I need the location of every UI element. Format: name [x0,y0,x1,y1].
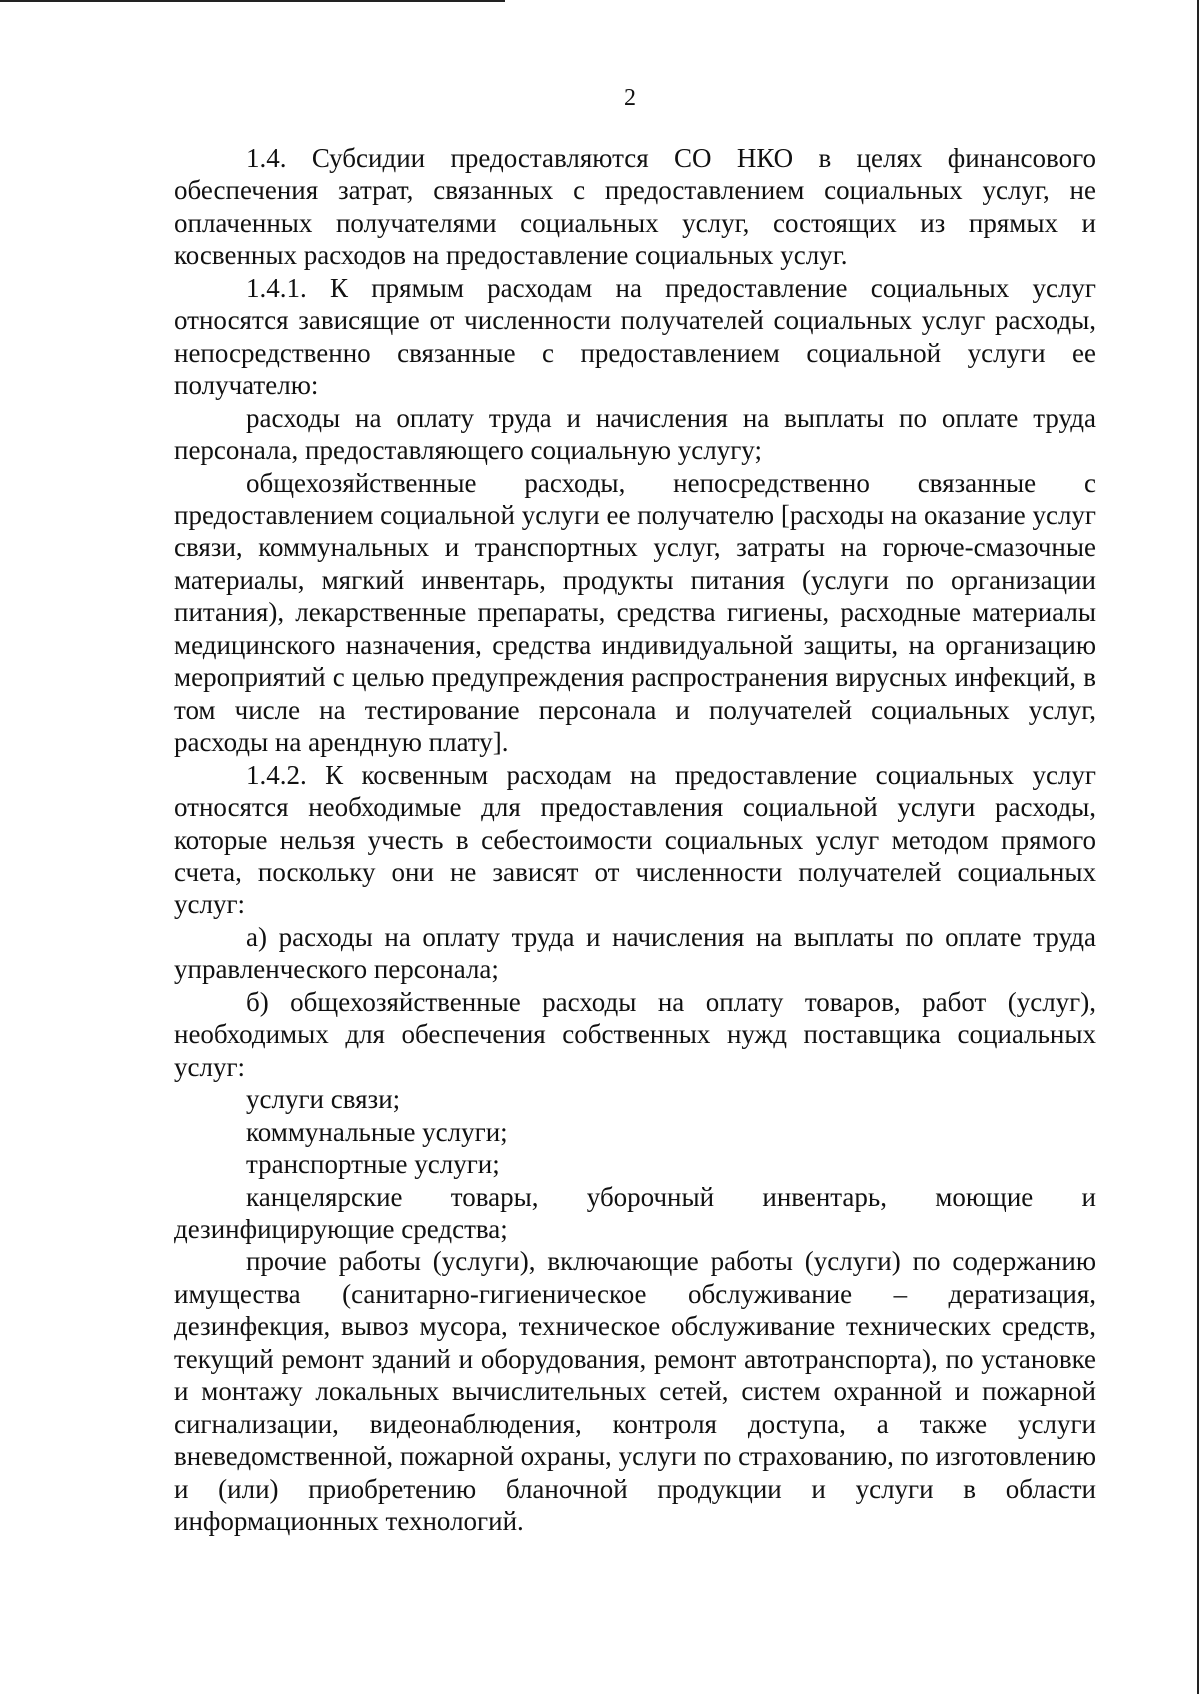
page-number: 2 [624,85,636,111]
document-body [174,142,1096,1537]
paragraph-1-4: 1.4. Субсидии предоставляются СО НКО в целях финансового обеспечения затрат, связанных с предоставлением социальных услуг, не оплаченных получателями социальных услуг, состоящих из прямых и косвенных расходов на предоставление социальных услуг. [174,143,1096,271]
paragraph-1-4-1: 1.4.1. К прямым расходам на предоставление социальных услуг относятся зависящие от численности получателей социальных услуг расходы, непосредственно связанные с предоставлением социальной услуги ее получателю: [174,272,1096,401]
paragraph-general-expenses: общехозяйственные расходы, непосредственно связанные с предоставлением социальной услуги ее получателю [расходы на оказание услуг связи, коммунальных и транспортных услуг, затраты на горюче-смазочные материалы, мягкий инвентарь, продукты питания (услуги по организации питания), лекарственные препараты, средства гигиены, расходные материалы медицинского назначения, средства индивидуальной защиты, на организацию мероприятий с целью предупреждения распространения вирусных инфекций, в том числе на тестирование персонала и получателей социальных услуг, расходы на арендную плату]. [174,467,1096,758]
list-item-office-supplies: канцелярские товары, уборочный инвентарь, моющие и дезинфицирующие средства; [174,1181,1096,1244]
scan-edge-right [1197,0,1199,1694]
list-item-communication: услуги связи; [246,1084,401,1115]
paragraph-other-works: прочие работы (услуги), включающие работы (услуги) по содержанию имущества (санитарно-гигиеническое обслуживание – дератизация, дезинфекция, вывоз мусора, техническое обслуживание технических средств, текущий ремонт зданий и оборудования, ремонт автотранспорта), по установке и монтажу локальных вычислительных сетей, систем охранной и пожарной сигнализации, видеонаблюдения, контроля доступа, а также услуги вневедомственной, пожарной охраны, услуги по страхованию, по изготовлению и (или) приобретению бланочной продукции и услуги в области информационных технологий. [174,1246,1096,1537]
paragraph-payroll-expenses: расходы на оплату труда и начисления на выплаты по оплате труда персонала, предоставляющего социальную услугу; [174,402,1096,466]
list-item-transport: транспортные услуги; [246,1149,500,1180]
paragraph-item-a: а) расходы на оплату труда и начисления на выплаты по оплате труда управленческого персонала; [174,921,1096,985]
paragraph-item-b: б) общехозяйственные расходы на оплату товаров, работ (услуг), необходимых для обеспечения собственных нужд поставщика социальных услуг: [174,986,1096,1082]
paragraph-1-4-2: 1.4.2. К косвенным расходам на предоставление социальных услуг относятся необходимые для предоставления социальной услуги расходы, которые нельзя учесть в себестоимости социальных услуг методом прямого счета, поскольку они не зависят от численности получателей социальных услуг: [174,759,1096,920]
list-item-utilities: коммунальные услуги; [246,1116,508,1147]
scan-edge-top [0,0,505,2]
